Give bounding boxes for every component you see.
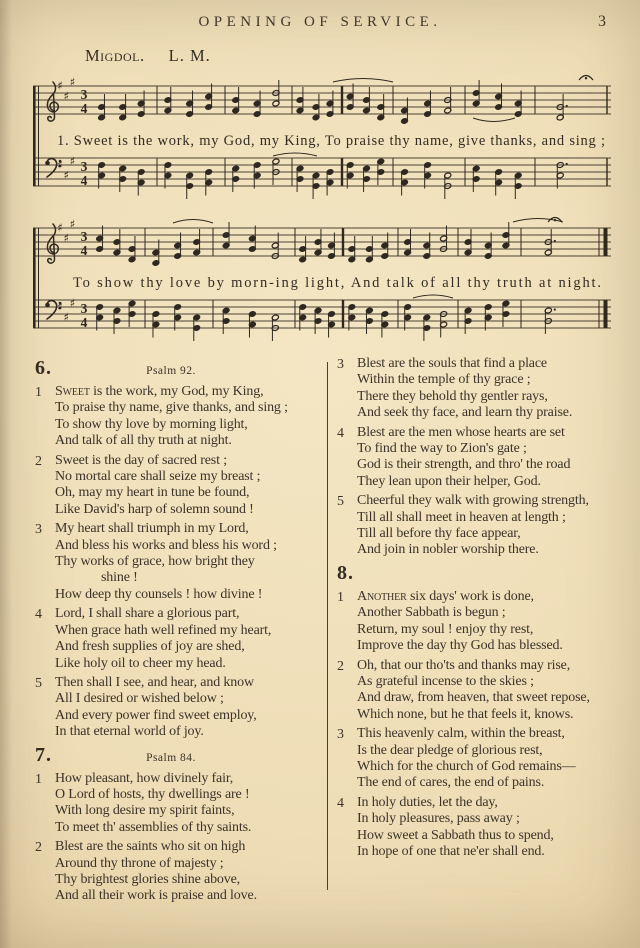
verse-line: Like holy oil to cheer my head. <box>55 655 226 671</box>
verse <box>35 453 322 519</box>
verse-line: All I desired or wished below ; <box>55 691 224 707</box>
verse-line: Blest are the men whose hearts are set <box>357 424 565 440</box>
verse <box>337 356 617 422</box>
verse-line: And talk of all thy truth at night. <box>55 433 232 449</box>
svg-text:3: 3 <box>80 87 88 102</box>
verse-line: Improve the day thy God has blessed. <box>357 638 563 654</box>
svg-text:♯: ♯ <box>69 75 76 89</box>
verse-lines <box>357 589 617 655</box>
verse-line: Within the temple of thy grace ; <box>357 372 531 388</box>
verse-line: In that eternal world of joy. <box>55 724 204 740</box>
svg-text:4: 4 <box>80 101 88 116</box>
svg-text:3: 3 <box>80 301 88 316</box>
verse-line: shine ! <box>101 570 138 586</box>
verse <box>337 425 617 491</box>
verse-number: 4 <box>35 607 42 623</box>
verse-lines <box>357 356 617 422</box>
tune-line <box>85 46 211 66</box>
verse-line: Oh, that our tho'ts and thanks may rise, <box>357 657 571 673</box>
verse-lines <box>55 606 322 672</box>
svg-text:♯: ♯ <box>63 231 69 245</box>
music-lyrics-line-2: To show thy love by morn-ing light, And talk of all thy truth at night. <box>73 275 602 291</box>
verse-line: They lean upon their helper, God. <box>357 473 541 489</box>
verse-lines <box>357 658 617 724</box>
column-divider <box>327 362 328 890</box>
svg-text:3: 3 <box>80 159 88 174</box>
verse-lines <box>55 675 322 741</box>
verse <box>337 795 617 861</box>
svg-text:♯: ♯ <box>63 168 69 182</box>
svg-text:♯: ♯ <box>69 217 76 231</box>
verse-line: O Lord of hosts, thy dwellings are ! <box>55 786 250 802</box>
verse-line: Like David's harp of solemn sound ! <box>55 501 254 517</box>
verse-number: 2 <box>35 453 42 469</box>
slur <box>173 220 213 224</box>
verse-line: Till all shall meet in heaven at length ; <box>357 509 566 525</box>
tune-title: Migdol. <box>85 46 145 65</box>
verse-line <box>357 589 617 605</box>
hymn-number: 7. <box>35 743 52 766</box>
verse-line: And every power find sweet employ, <box>55 707 257 723</box>
verse-line: And all their work is praise and love. <box>55 888 257 904</box>
verse-line: Thy works of grace, how bright they <box>55 554 255 570</box>
verse-line: Blest are the souls that find a place <box>357 356 547 371</box>
verse-lines <box>55 453 322 519</box>
hymn-number: 6. <box>35 357 52 379</box>
verse-lines <box>357 795 617 861</box>
svg-text:♯: ♯ <box>57 220 63 235</box>
verse-number: 1 <box>337 589 344 605</box>
verse-lines <box>357 493 617 559</box>
line-rest: is the work, my God, my King, <box>89 384 264 399</box>
verse-number: 5 <box>35 675 42 691</box>
verse-lines <box>357 425 617 491</box>
verse-line: And fresh supplies of joy are shed, <box>55 639 245 655</box>
verse-number: 2 <box>337 658 344 674</box>
verse-line: No mortal care shall seize my breast ; <box>55 469 261 485</box>
verse-line: God is their strength, and thro' the road <box>357 457 571 473</box>
verse <box>35 606 322 672</box>
verse-line <box>55 384 322 400</box>
verse-number: 1 <box>35 771 42 787</box>
verse-number: 1 <box>35 385 42 400</box>
verse-line: To meet th' assemblies of thy saints. <box>55 819 252 835</box>
verse-line: There they behold thy gentler rays, <box>357 388 548 404</box>
slur <box>333 79 393 83</box>
verse-line: Is the dear pledge of glorious rest, <box>357 742 543 758</box>
verse-lines <box>55 839 322 905</box>
verse-lines <box>55 384 322 450</box>
hymn-header <box>337 562 617 585</box>
verse-line: Thy brightest glories shine above, <box>55 871 241 887</box>
verse-line: How deep thy counsels ! how divine ! <box>55 586 263 602</box>
verse-number: 3 <box>35 522 42 538</box>
music-system-1 <box>33 64 613 206</box>
verse-lines <box>55 771 322 837</box>
verse <box>337 493 617 559</box>
meter-label: L. M. <box>168 46 211 65</box>
verse-line: How sweet a Sabbath thus to spend, <box>357 827 554 843</box>
page-title: OPENING OF SERVICE. <box>198 14 442 30</box>
verse-lines <box>55 521 322 603</box>
smallcaps-word: Another <box>357 588 407 604</box>
slur <box>473 118 515 122</box>
svg-text:3: 3 <box>80 229 88 244</box>
line-rest: six days' work is done, <box>406 588 534 604</box>
verse-line: In holy duties, let the day, <box>357 794 498 810</box>
verse <box>337 658 617 724</box>
slur <box>273 153 317 156</box>
verse-line: Which none, but he that feels it, knows. <box>357 706 574 722</box>
verse-line: To praise thy name, give thanks, and sing ; <box>55 400 288 416</box>
verse-line: And join in nobler worship there. <box>357 542 539 558</box>
verse-line: In hope of one that ne'er shall end. <box>357 843 545 859</box>
verse-line: My heart shall triumph in my Lord, <box>55 521 249 537</box>
verse-number: 3 <box>337 727 344 743</box>
verse <box>337 589 617 655</box>
verse-line: Then shall I see, and hear, and know <box>55 674 254 690</box>
verse-lines <box>357 726 617 792</box>
verse-line: Oh, may my heart in tune be found, <box>55 485 250 501</box>
verse-line: In holy pleasures, pass away ; <box>357 811 520 827</box>
key-signature <box>57 217 75 324</box>
column-right <box>322 356 617 863</box>
svg-text:♯: ♯ <box>69 296 76 310</box>
verse-number: 5 <box>337 494 344 510</box>
verse-line: And seek thy face, and learn thy praise. <box>357 405 573 421</box>
page-number: 3 <box>598 13 606 30</box>
verse-number: 3 <box>337 357 344 372</box>
verse-line: Sweet is the day of sacred rest ; <box>55 452 227 468</box>
verse-number: 4 <box>337 425 344 441</box>
svg-text:♯: ♯ <box>63 310 69 324</box>
verse-line: To show thy love by morning light, <box>55 416 248 432</box>
verse <box>35 675 322 741</box>
verse <box>35 521 322 603</box>
svg-text:♯: ♯ <box>57 78 63 93</box>
hymn-header <box>35 357 322 380</box>
svg-text:♯: ♯ <box>57 157 63 172</box>
svg-text:♯: ♯ <box>63 89 69 103</box>
page-header <box>0 14 640 31</box>
verse-line: Another Sabbath is begun ; <box>357 605 506 621</box>
verse-line: Blest are the saints who sit on high <box>55 839 246 855</box>
verse-line: This heavenly calm, within the breast, <box>357 726 565 742</box>
key-signature <box>57 75 75 182</box>
verse-line: The end of cares, the end of pains. <box>357 775 545 791</box>
verse-number: 4 <box>337 795 344 811</box>
psalm-caption: Psalm 92. <box>146 365 196 377</box>
verse-line: Around thy throne of majesty ; <box>55 855 224 871</box>
verse-line: Which for the church of God remains— <box>357 758 576 774</box>
verse <box>337 726 617 792</box>
verse-line: To find the way to Zion's gate ; <box>357 441 527 457</box>
svg-text:4: 4 <box>80 243 88 258</box>
verse-line: With long desire my spirit faints, <box>55 803 235 819</box>
verse-line: When grace hath well refined my heart, <box>55 622 272 638</box>
smallcaps-word: Sweet <box>55 384 90 399</box>
music-lyrics-line-1: 1. Sweet is the work, my God, my King, To praise thy name, give thanks, and sing ; <box>57 133 605 149</box>
verse-line: Return, my soul ! enjoy thy rest, <box>357 621 534 637</box>
music-system-2 <box>33 206 613 348</box>
psalm-caption: Psalm 84. <box>146 751 196 764</box>
hymn-number: 8. <box>337 561 354 584</box>
svg-text:♯: ♯ <box>69 154 76 168</box>
verse-number: 2 <box>35 840 42 856</box>
verse-line: Lord, I shall share a glorious part, <box>55 606 240 622</box>
verse-line: Till all before thy face appear, <box>357 526 521 542</box>
svg-text:4: 4 <box>80 315 88 330</box>
hymn-text-area <box>35 356 617 908</box>
verse-line: How pleasant, how divinely fair, <box>55 770 234 786</box>
verse-line: As grateful incense to the skies ; <box>357 673 534 689</box>
svg-text:♯: ♯ <box>57 299 63 314</box>
verse-line: Cheerful they walk with growing strength, <box>357 493 589 509</box>
verse-line: And bless his works and bless his word ; <box>55 537 277 553</box>
verse-line: And draw, from heaven, that sweet repose, <box>357 690 590 706</box>
slur <box>413 295 453 298</box>
hymn-header <box>35 744 322 767</box>
verse <box>35 771 322 837</box>
verse <box>35 384 322 450</box>
verse <box>35 839 322 905</box>
svg-text:4: 4 <box>80 173 88 188</box>
column-left <box>35 356 322 908</box>
